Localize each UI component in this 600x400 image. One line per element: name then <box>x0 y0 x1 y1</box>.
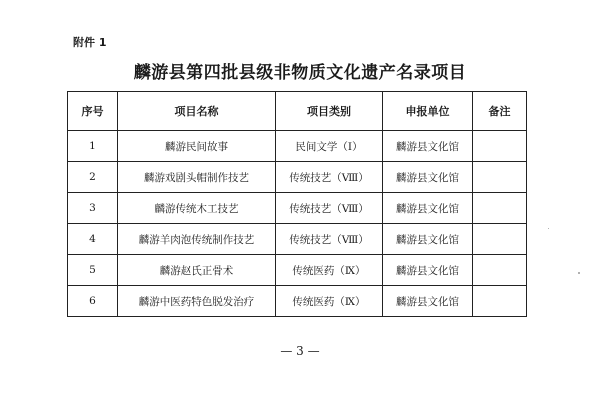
cell-no: 2 <box>68 162 118 193</box>
cell-no: 4 <box>68 224 118 255</box>
cell-name: 麟游戏剧头帽制作技艺 <box>118 162 276 193</box>
header-category: 项目类别 <box>276 92 383 131</box>
cell-unit: 麟游县文化馆 <box>383 131 473 162</box>
table-row <box>68 224 527 255</box>
attachment-label: 附件 1 <box>73 36 107 49</box>
cell-no: 1 <box>68 131 118 162</box>
cell-remark <box>473 255 527 286</box>
header-unit: 申报单位 <box>383 92 473 131</box>
header-no: 序号 <box>68 92 118 131</box>
cell-unit: 麟游县文化馆 <box>383 255 473 286</box>
cell-category: 传统技艺（Ⅷ） <box>276 162 383 193</box>
cell-category: 传统技艺（Ⅷ） <box>276 193 383 224</box>
page-title: 麟游县第四批县级非物质文化遗产名录项目 <box>133 63 467 83</box>
heritage-list-table <box>67 91 527 317</box>
table-header-row <box>68 92 527 131</box>
cell-remark <box>473 162 527 193</box>
table-row <box>68 255 527 286</box>
cell-remark <box>473 286 527 317</box>
cell-unit: 麟游县文化馆 <box>383 224 473 255</box>
table-row <box>68 193 527 224</box>
cell-no: 6 <box>68 286 118 317</box>
cell-remark <box>473 193 527 224</box>
cell-name: 麟游羊肉泡传统制作技艺 <box>118 224 276 255</box>
header-remark: 备注 <box>473 92 527 131</box>
table-row <box>68 131 527 162</box>
cell-name: 麟游中医药特色脱发治疗 <box>118 286 276 317</box>
cell-no: 5 <box>68 255 118 286</box>
cell-remark <box>473 131 527 162</box>
cell-unit: 麟游县文化馆 <box>383 193 473 224</box>
header-name: 项目名称 <box>118 92 276 131</box>
cell-remark <box>473 224 527 255</box>
cell-no: 3 <box>68 193 118 224</box>
cell-name: 麟游民间故事 <box>118 131 276 162</box>
cell-category: 传统医药（Ⅸ） <box>276 286 383 317</box>
cell-unit: 麟游县文化馆 <box>383 162 473 193</box>
cell-category: 传统技艺（Ⅷ） <box>276 224 383 255</box>
scan-speck <box>548 228 549 229</box>
cell-unit: 麟游县文化馆 <box>383 286 473 317</box>
scan-speck <box>578 272 580 274</box>
cell-category: 传统医药（Ⅸ） <box>276 255 383 286</box>
cell-name: 麟游赵氏正骨术 <box>118 255 276 286</box>
page-number: — 3 — <box>280 344 320 358</box>
table-row <box>68 286 527 317</box>
cell-name: 麟游传统木工技艺 <box>118 193 276 224</box>
cell-category: 民间文学（Ⅰ） <box>276 131 383 162</box>
table-row <box>68 162 527 193</box>
